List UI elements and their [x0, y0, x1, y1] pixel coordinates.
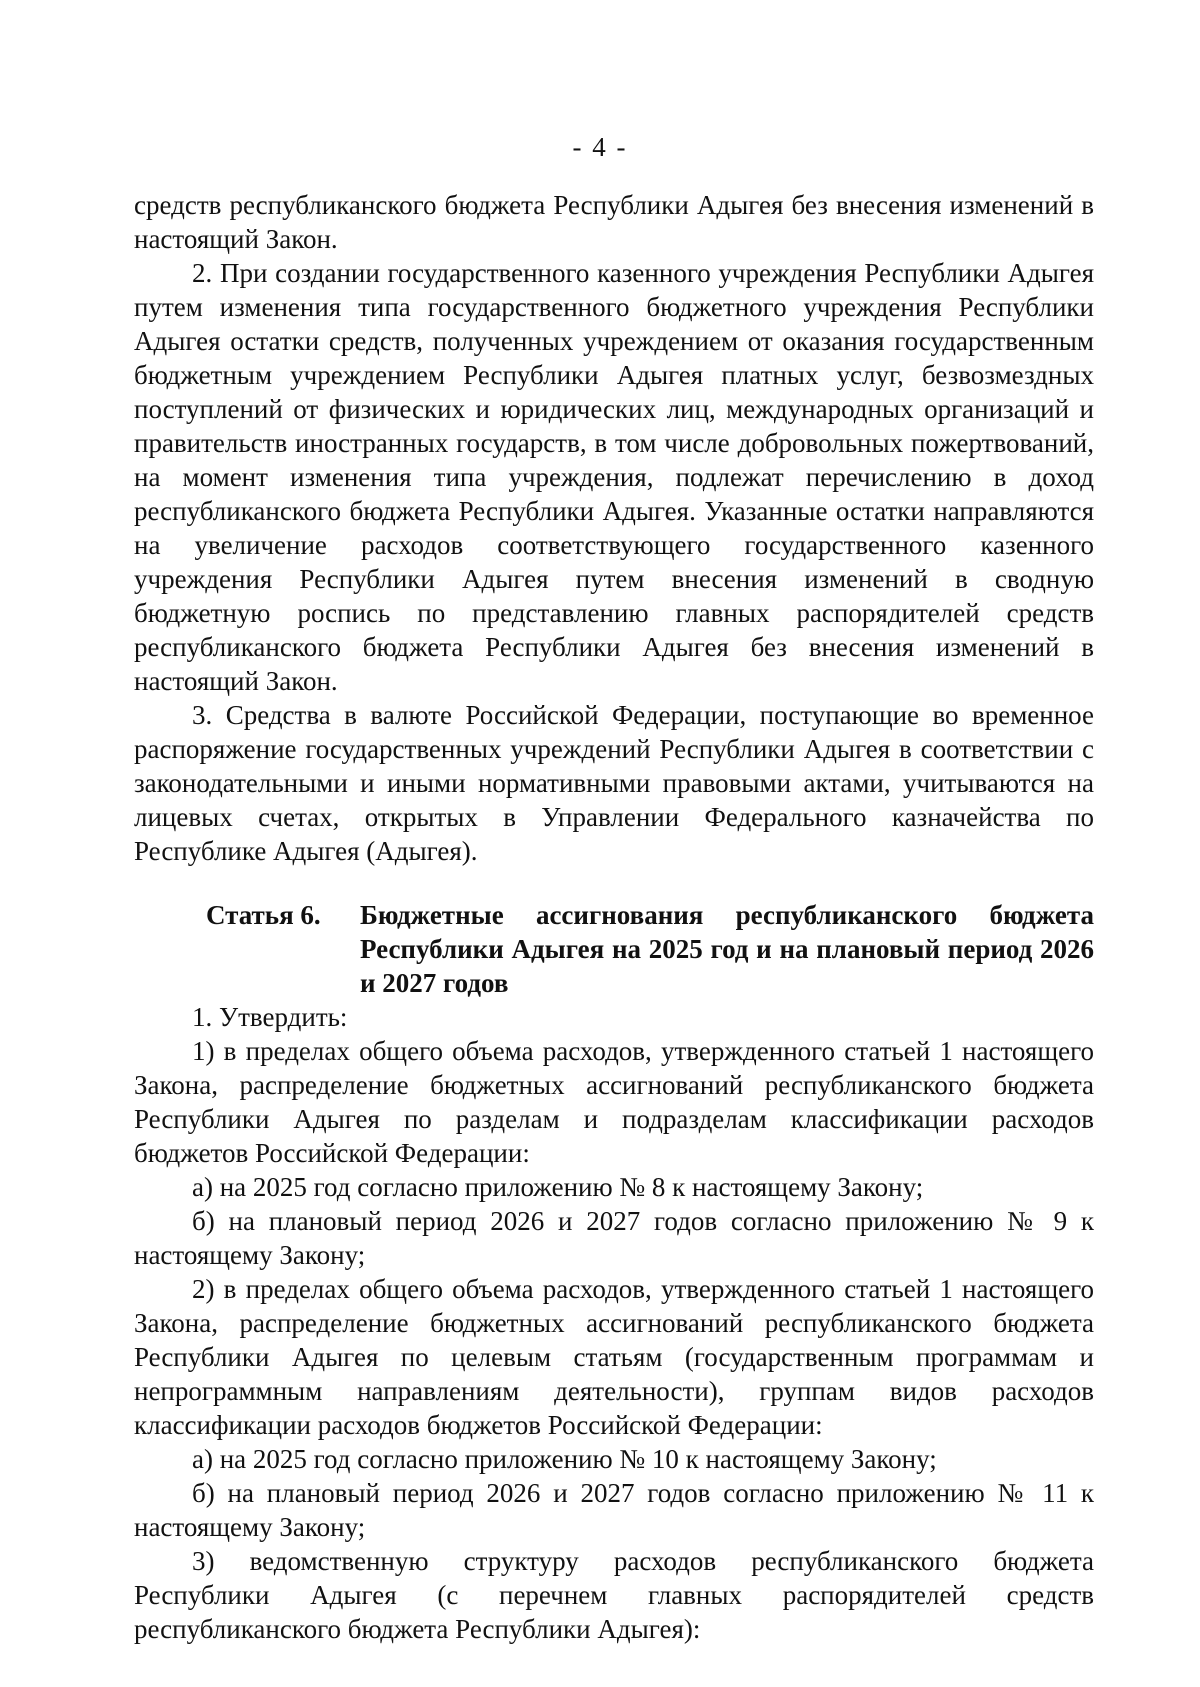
- document-body: [134, 188, 1094, 1646]
- article-heading: [134, 898, 1094, 1000]
- article-title: Бюджетные ассигнования республиканского бюджета Республики Адыгея на 2025 год и на плановый период 2026 и 2027 годов: [360, 900, 1094, 998]
- paragraph-subitem-2a: а) на 2025 год согласно приложению № 10 к настоящему Закону;: [192, 1444, 937, 1474]
- paragraph-item-2: 2. При создании государственного казенного учреждения Республики Адыгея путем изменения типа государственного бюджетного учреждения Республики Адыгея остатки средств, полученных учреждением от оказания государственным бюджетным учреждением Республики Адыгея платных услуг, безвозмездных поступлений от физических и юридических лиц, международных организаций и правительств иностранных государств, в том числе добровольных пожертвований, на момент изменения типа учреждения, подлежат перечислению в доход республиканского бюджета Республики Адыгея. Указанные остатки направляются на увеличение расходов соответствующего государственного казенного учреждения Республики Адыгея путем внесения изменений в сводную бюджетную роспись по представлению главных распорядителей средств республиканского бюджета Республики Адыгея без внесения изменений в настоящий Закон.: [134, 258, 1094, 696]
- paragraph-continuation: средств республиканского бюджета Республики Адыгея без внесения изменений в настоящий Закон.: [134, 190, 1094, 254]
- page-number: - 4 -: [572, 132, 628, 162]
- article-number: Статья 6.: [206, 900, 321, 930]
- paragraph-subitem-1a: а) на 2025 год согласно приложению № 8 к настоящему Закону;: [192, 1172, 924, 1202]
- paragraph-item-3: 3. Средства в валюте Российской Федерации, поступающие во временное распоряжение государственных учреждений Республики Адыгея в соответствии с законодательными и иными нормативными правовыми актами, учитываются на лицевых счетах, открытых в Управлении Федерального казначейства по Республике Адыгея (Адыгея).: [134, 700, 1094, 866]
- paragraph-subitem-2b: б) на плановый период 2026 и 2027 годов согласно приложению № 11 к настоящему Закону;: [134, 1478, 1094, 1542]
- paragraph-subitem-2: 2) в пределах общего объема расходов, утвержденного статьей 1 настоящего Закона, распределение бюджетных ассигнований республиканского бюджета Республики Адыгея по целевым статьям (государственным программам и непрограммным направлениям деятельности), группам видов расходов классификации расходов бюджетов Российской Федерации:: [134, 1274, 1094, 1440]
- paragraph-subitem-1b: б) на плановый период 2026 и 2027 годов согласно приложению № 9 к настоящему Закону;: [134, 1206, 1094, 1270]
- paragraph-approve: 1. Утвердить:: [192, 1002, 348, 1032]
- paragraph-subitem-3: 3) ведомственную структуру расходов республиканского бюджета Республики Адыгея (с перечнем главных распорядителей средств республиканского бюджета Республики Адыгея):: [134, 1546, 1094, 1644]
- paragraph-subitem-1: 1) в пределах общего объема расходов, утвержденного статьей 1 настоящего Закона, распределение бюджетных ассигнований республиканского бюджета Республики Адыгея по разделам и подразделам классификации расходов бюджетов Российской Федерации:: [134, 1036, 1094, 1168]
